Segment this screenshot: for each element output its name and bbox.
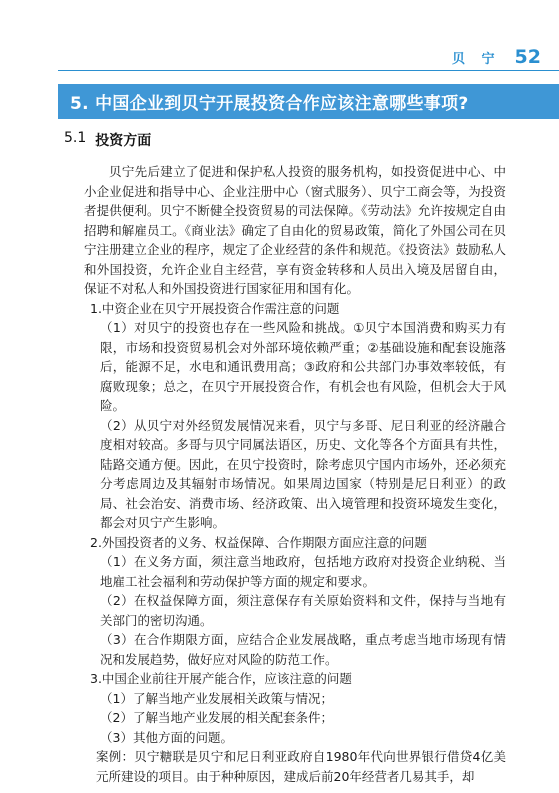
- paragraph-regional: （2）从贝宁对外经贸发展情况来看，贝宁与多哥、尼日利亚的经济融合度相对较高。多哥与贝宁同属法语区，历史、文化等各个方面具有共性，陆路交通方便。因此，在贝宁投资时，除考虑贝宁国内市场外，还必须充分考虑周边及其辐射市场情况。如果周边国家（特别是尼日利亚）的政局、社会治安、消费市场、经济政策、出入境管理和投资环境发生变化，都会对贝宁产生影响。: [100, 417, 506, 530]
- paragraph-term: （3）在合作期限方面，应结合企业发展战略，重点考虑当地市场现有情况和发展趋势，做好应对风险的防范工作。: [100, 632, 506, 667]
- paragraph-risks: （1）对贝宁的投资也存在一些风险和挑战。①贝宁本国消费和购买力有限，市场和投资贸易机会对外部环境依赖严重；②基础设施和配套设施落后，能源不足，水电和通讯费用高；③政府和公共部门办事效率较低，有腐败现象；总之，在贝宁开展投资合作，有机会也有风险，但机会大于风险。: [100, 320, 506, 413]
- header-country-label: 贝 宁: [452, 52, 501, 67]
- paragraph-intro: 贝宁先后建立了促进和保护私人投资的服务机构，如投资促进中心、中小企业促进和指导中心、企业注册中心（窗式服务）、贝宁工商会等，为投资者提供便利。贝宁不断健全投资贸易的司法保障。《劳动法》允许按规定自由招聘和解雇员工。《商业法》确定了自由化的贸易政策，简化了外国公司在贝宁注册建立企业的程序，规定了企业经营的条件和规范。《投资法》鼓励私人和外国投资，允许企业自主经营，享有资金转移和人员出入境及居留自由，保证不对私人和外国投资进行国家征用和国有化。: [84, 164, 506, 296]
- paragraph-heading-2: 2.外国投资者的义务、权益保障、合作期限方面应注意的问题: [90, 534, 427, 550]
- list-item: （3）其他方面的问题。: [100, 729, 233, 745]
- paragraph-rights: （2）在权益保障方面，须注意保存有关原始资料和文件，保持与当地有关部门的密切沟通。: [100, 593, 506, 628]
- section-number: 5.1: [64, 130, 87, 146]
- paragraph-case: 案例：贝宁糖联是贝宁和尼日利亚政府自1980年代向世界银行借贷4亿美元所建设的项目。由于种种原因，建成后前20年经营者几易其手，却: [96, 749, 506, 784]
- paragraph-heading-3: 3.中国企业前往开展产能合作，应该注意的问题: [90, 671, 352, 686]
- list-item: （2）了解当地产业发展的相关配套条件；: [100, 710, 333, 725]
- chapter-title: 5. 中国企业到贝宁开展投资合作应该注意哪些事项?: [70, 94, 469, 114]
- header-divider: [58, 70, 559, 71]
- page-number: 52: [514, 46, 541, 68]
- list-item: （1）了解当地产业发展相关政策与情况；: [100, 690, 333, 706]
- paragraph-heading-1: 1.中资企业在贝宁开展投资合作需注意的问题: [90, 300, 340, 316]
- running-header: [452, 46, 541, 68]
- body-text: [84, 162, 506, 786]
- section-heading: [64, 130, 151, 150]
- chapter-title-bar: [58, 84, 559, 119]
- paragraph-obligations: （1）在义务方面，须注意当地政府，包括地方政府对投资企业纳税、当地雇工社会福利和劳动保护等方面的规定和要求。: [100, 554, 506, 589]
- section-title: 投资方面: [95, 133, 152, 149]
